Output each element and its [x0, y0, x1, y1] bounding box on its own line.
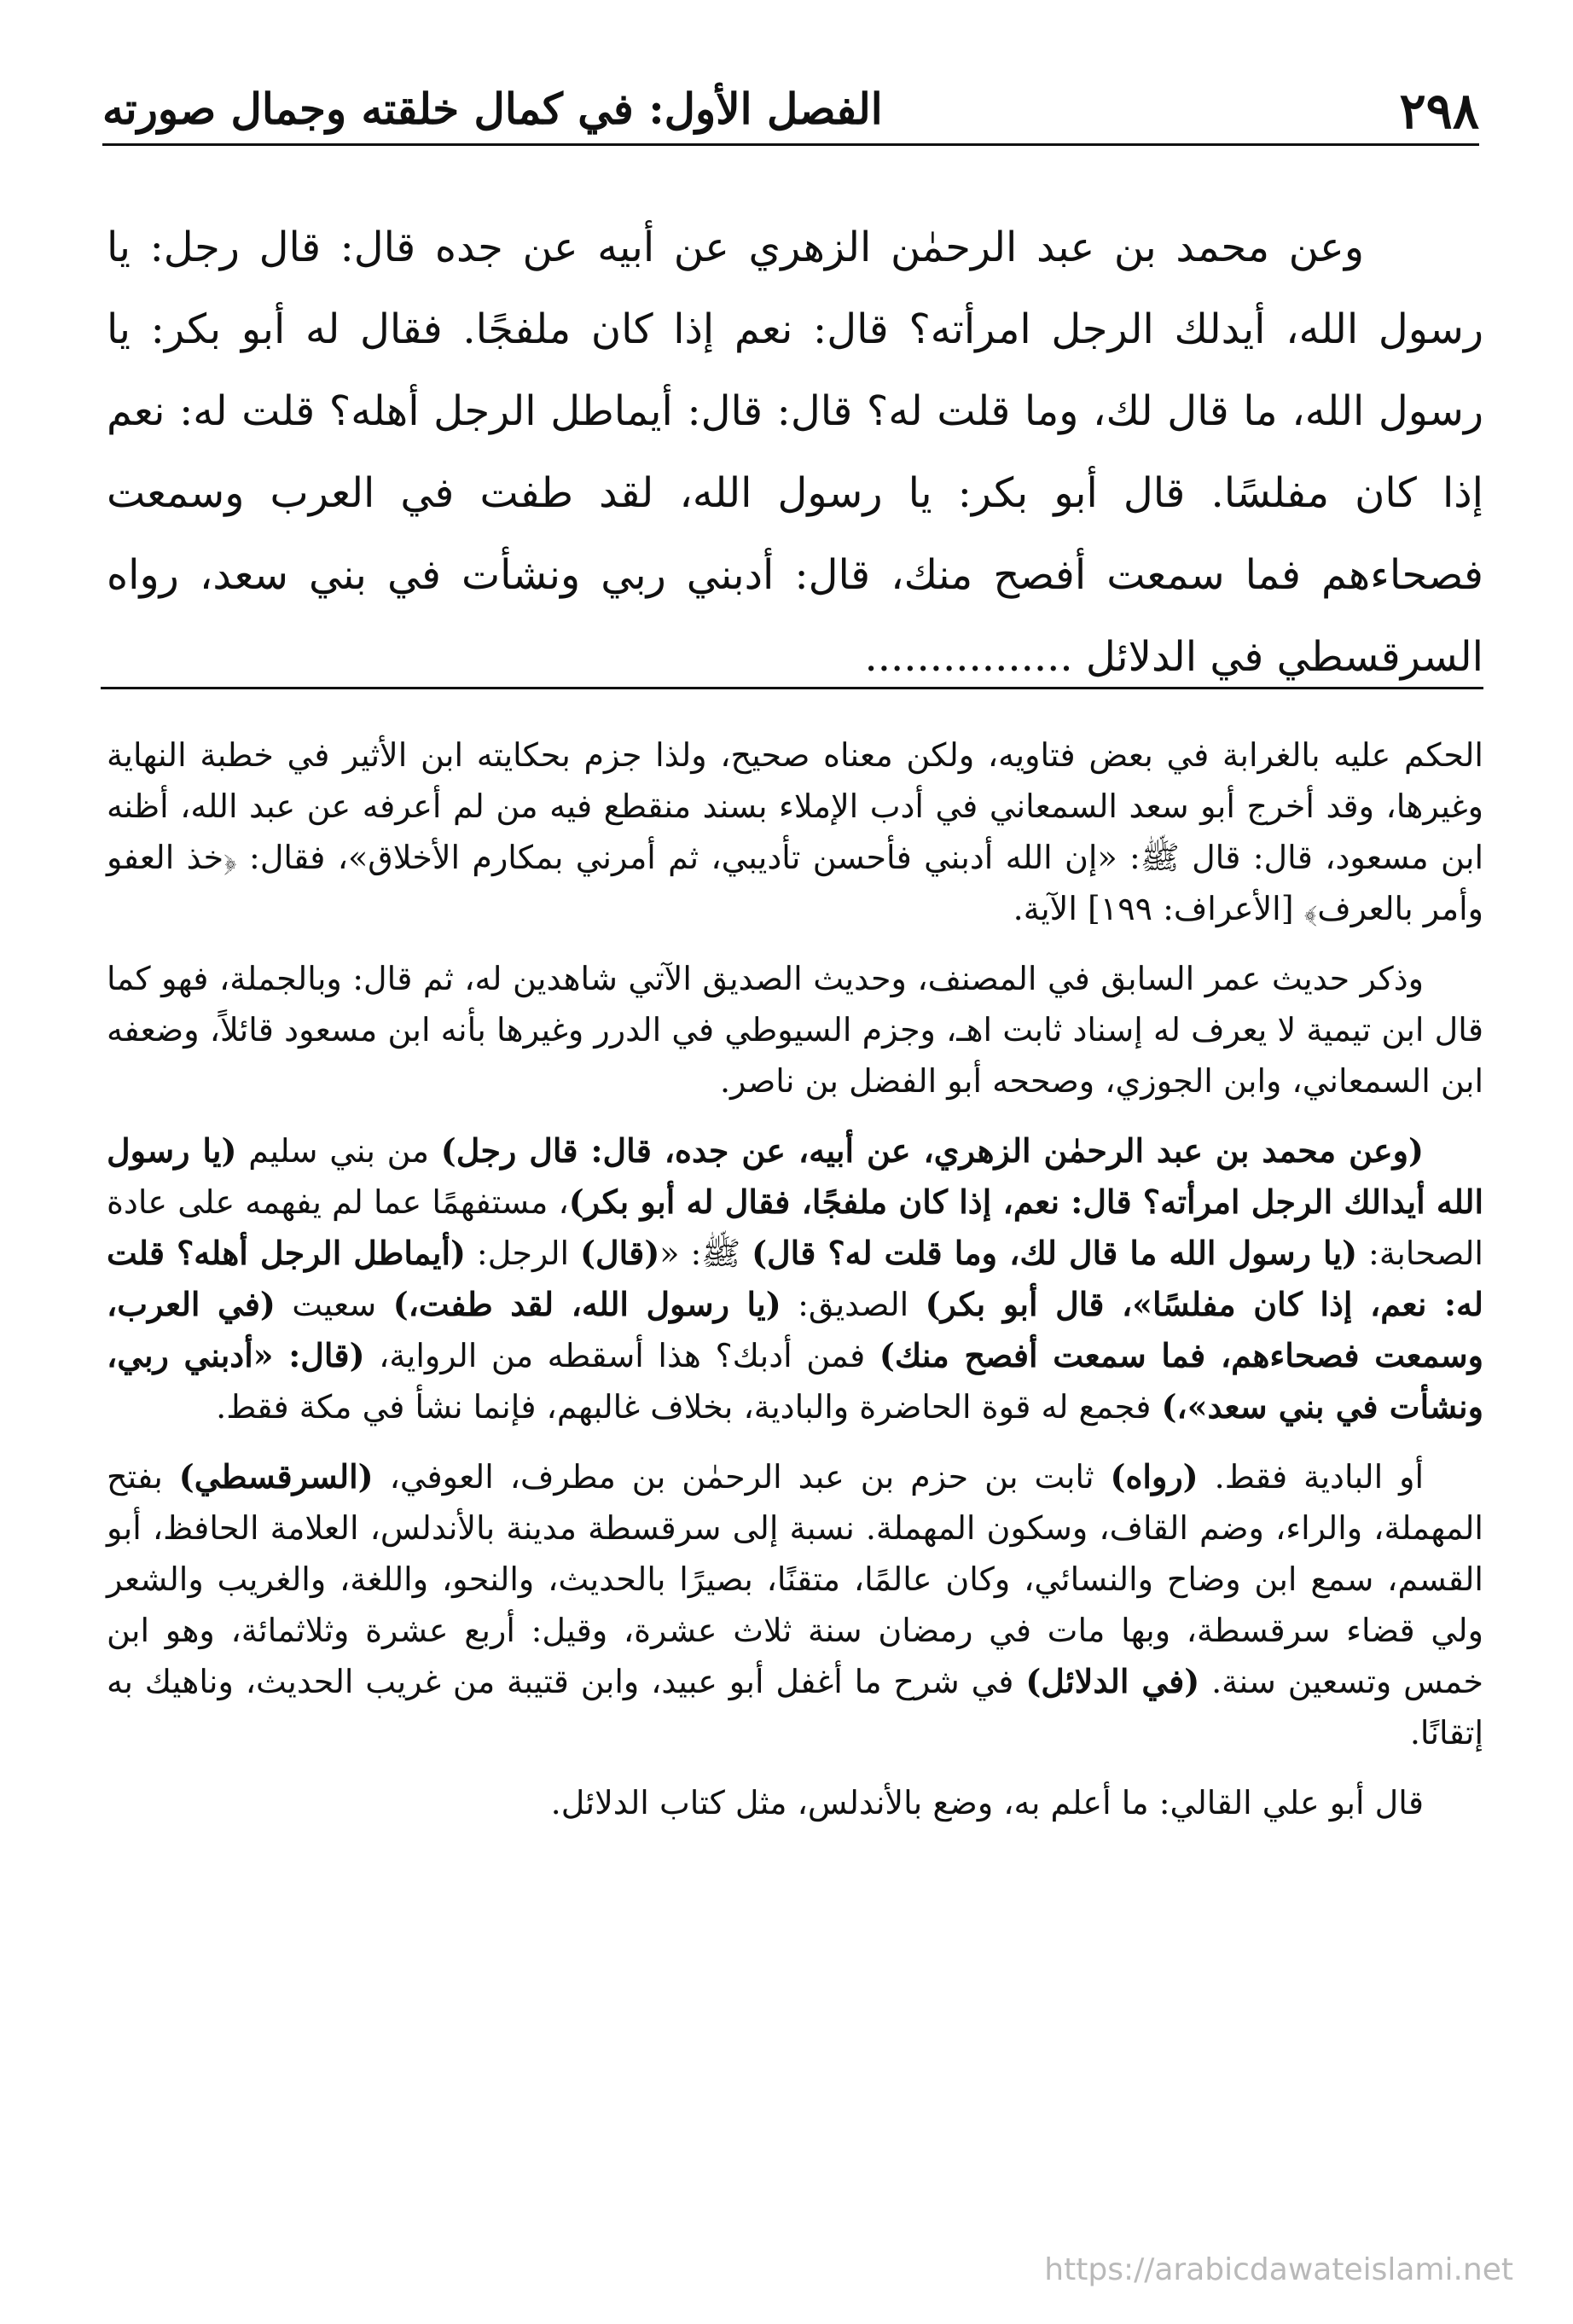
quoted-text: (وعن محمد بن عبد الرحمٰن الزهري، عن أبيه، عن جده، قال: قال رجل) [440, 1131, 1424, 1170]
running-header [102, 75, 1479, 146]
ellipsis-dots: ................ [864, 633, 1073, 681]
commentary-text: ، مستفهمًا عما لم يفهمه على عادة الصحابة: [107, 1183, 1483, 1272]
commentary-text: ثابت بن حزم بن عبد الرحمٰن بن مطرف، العوفي، [373, 1458, 1111, 1496]
main-text-paragraph [107, 206, 1483, 698]
text-separator-line [101, 687, 1483, 689]
main-text [107, 206, 1483, 698]
commentary-paragraph-3 [107, 1125, 1483, 1432]
quoted-text: (قال: «أدبني ربي، ونشأت في بني سعد»،) [107, 1336, 1483, 1426]
main-text-body: وعن محمد بن عبد الرحمٰن الزهري عن أبيه عن جده قال: قال رجل: يا رسول الله، أيدلك الرجل امرأته؟ قال: نعم إذا كان ملفجًا. فقال له أبو بكر: يا رسول الله، ما قال لك، وما قلت له؟ قال: قال: أيماطل الرجل أهله؟ قلت له: نعم إذا كان مفلسًا. قال أبو بكر: يا رسول الله، لقد طفت في العرب وسمعت فصحاءهم فما سمعت أفصح منك، قال: أدبني ربي ونشأت في بني سعد، رواه السرقسطي في الدلائل [107, 224, 1483, 681]
commentary-text: الصديق: [781, 1286, 926, 1323]
commentary-text: الرجل: [466, 1235, 580, 1272]
commentary-text: في شرح ما أغفل أبو عبيد، وابن قتيبة من غريب الحديث، وناهيك به إتقانًا. [107, 1663, 1483, 1752]
quoted-text: (السرقسطي) [178, 1457, 374, 1496]
page-number: ٢٩٨ [1399, 82, 1479, 140]
quoted-text: (يا رسول الله، لقد طفت،) [392, 1285, 781, 1323]
commentary-paragraph-4 [107, 1451, 1483, 1758]
quoted-text: (أيماطل الرجل أهله؟ قلت له: نعم، إذا كان مفلسًا»، قال أبو بكر) [107, 1234, 1484, 1323]
chapter-title: الفصل الأول: في كمال خلقته وجمال صورته [102, 84, 883, 134]
quoted-text: (في الدلائل) [1025, 1662, 1200, 1700]
commentary-text: أو البادية فقط. [1198, 1458, 1425, 1496]
quoted-text: (في العرب، وسمعت فصحاءهم، فما سمعت أفصح منك) [107, 1285, 1483, 1374]
commentary-text: ﷺ: « [659, 1235, 752, 1272]
quoted-text: (يا رسول الله أيدالك الرجل امرأته؟ قال: نعم، إذا كان ملفجًا، فقال له أبو بكر) [107, 1131, 1483, 1221]
commentary-text: من بني سليم [236, 1132, 441, 1170]
commentary-paragraph-5: قال أبو علي القالي: ما أعلم به، وضع بالأندلس، مثل كتاب الدلائل. [550, 1784, 1424, 1821]
commentary-text: فمن أدبك؟ هذا أسقطه من الرواية، [364, 1337, 879, 1374]
commentary-text: بفتح المهملة، والراء، وضم القاف، وسكون المهملة. نسبة إلى سرقسطة مدينة بالأندلس، العلامة الحافظ، أبو القسم، سمع ابن وضاح والنسائي، وكان عالمًا، متقنًا، بصيرًا بالحديث، والنحو، واللغة، والغريب والشعر ولي قضاء سرقسطة، وبها مات في رمضان سنة ثلاث عشرة، وقيل: أربع عشرة وثلاثمائة، وهو ابن خمس وتسعين سنة. [107, 1458, 1484, 1700]
quoted-text: (رواه) [1110, 1457, 1199, 1496]
commentary-paragraph-1: الحكم عليه بالغرابة في بعض فتاويه، ولكن معناه صحيح، ولذا جزم بحكايته ابن الأثير في خطبة النهاية وغيرها، وقد أخرج أبو سعد السمعاني في أدب الإملاء بسند منقطع فيه من لم أعرفه عن عبد الله، أظنه ابن مسعود، قال: قال ﷺ: «إن الله أدبني فأحسن تأديبي، ثم أمرني بمكارم الأخلاق»، فقال: ﴿خذ العفو وأمر بالعرف﴾ [الأعراف: ١٩٩] الآية. [107, 736, 1483, 927]
commentary [107, 729, 1483, 1847]
watermark-url: https://arabicdawateislami.net [1044, 2252, 1513, 2287]
quoted-text: (قال) [579, 1234, 660, 1272]
commentary-text: فجمع له قوة الحاضرة والبادية، بخلاف غالبهم، فإنما نشأ في مكة فقط. [216, 1388, 1162, 1426]
quoted-text: (يا رسول الله ما قال لك، وما قلت له؟ قال) [752, 1234, 1358, 1272]
commentary-paragraph-2: وذكر حديث عمر السابق في المصنف، وحديث الصديق الآتي شاهدين له، ثم قال: وبالجملة، فهو كما قال ابن تيمية لا يعرف له إسناد ثابت اهـ، وجزم السيوطي في الدرر وغيرها بأنه ابن مسعود قائلاً، وضعفه ابن السمعاني، وابن الجوزي، وصححه أبو الفضل بن ناصر. [107, 960, 1483, 1100]
commentary-text: سعيت [275, 1286, 393, 1323]
